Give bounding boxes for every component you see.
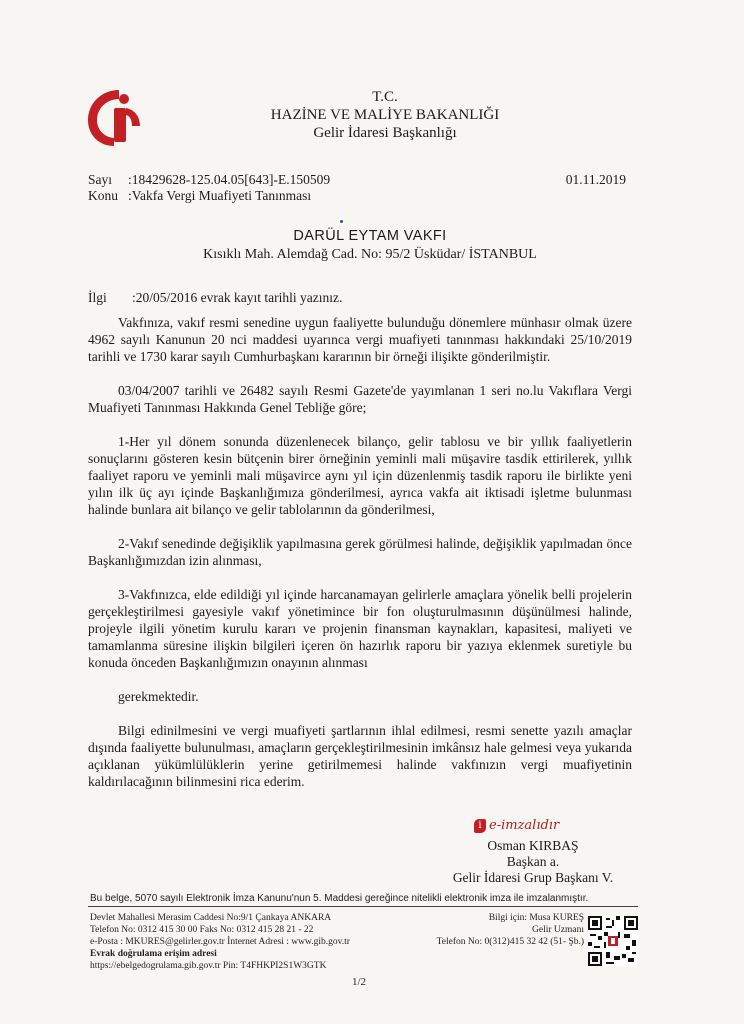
qr-code-icon xyxy=(588,916,638,966)
footer-address: Devlet Mahallesi Merasim Caddesi No:9/1 Çankaya ANKARA xyxy=(90,913,332,923)
konu-label: Konu xyxy=(88,188,118,203)
info-phone: Telefon No: 0(312)415 32 42 (51- Şb.) xyxy=(436,937,584,947)
signature-block xyxy=(438,838,628,886)
footer-divider xyxy=(88,906,638,907)
recipient-address: Kısıklı Mah. Alemdağ Cad. No: 95/2 Üsküdar/ İSTANBUL xyxy=(203,247,537,262)
document-date: 01.11.2019 xyxy=(565,172,626,187)
gib-logo-icon xyxy=(84,88,142,148)
sayi-value: :18429628-125.04.05[643]-E.150509 xyxy=(128,172,331,187)
footer-verify-url[interactable]: https://ebelgedogrulama.gib.gov.tr Pin: T4FHKPI2S1W3GTK xyxy=(90,961,327,971)
signer-name: Osman KIRBAŞ xyxy=(487,838,579,853)
body-paragraph: 1-Her yıl dönem sonunda düzenlenecek bilanço, gelir tablosu ve bir yıllık faaliyetlerin sonuçlarını gösteren kesin bütçenin birer örneğinin yeminli mali müşavire tasdik ettirilerek, yıllık faaliyet raporu ve yeminli mali müşavirce aynı yıl için düzenlenmiş tasdik raporu ile birlikte yeni yılın ilk üç ayı içinde Başkanlığımıza gönderilmesi, ayrıca vakfa ait iktisadi işletme bulunması halinde bunlara ait bilanço ve gelir tablolarının da gönderilmesi, xyxy=(88,434,632,517)
ilgi-label: İlgi xyxy=(88,290,107,305)
body-paragraph: 3-Vakfınızca, elde edildiği yıl içinde harcanamayan gelirlerle amaçlara yönelik belli projelerin gerçekleştirilmesi gayesiyle vakıf yönetimince bir fon oluşturulmasının düşünülmesi halinde, projeyle ilgili yönetim kurulu kararı ve projenin finansman kaynakları, kapasitesi, maliyeti ve tamamlanma süresine ilişkin bilgileri içeren ön hazırlık raporu bir yazıya eklenmek suretiyle bu konuda önceden Başkanlığımızın onayının alınması xyxy=(88,587,632,670)
e-signature-text: e-imzalıdır xyxy=(489,818,560,833)
letter-body xyxy=(88,314,632,807)
recipient-name: DARÜL EYTAM VAKFI xyxy=(293,228,447,244)
e-signature-stamp xyxy=(474,818,559,833)
signer-position: Gelir İdaresi Grup Başkanı V. xyxy=(452,870,614,885)
footer-info xyxy=(418,912,584,948)
body-paragraph: 2-Vakıf senedinde değişiklik yapılmasına gerek görülmesi halinde, değişiklik yapılmadan önce Başkanlığımızdan izin alınması, xyxy=(88,536,632,568)
sayi-label: Sayı xyxy=(88,172,113,187)
sayi-line xyxy=(88,172,330,188)
body-paragraph: 03/04/2007 tarihli ve 26482 sayılı Resmi Gazete'de yayımlanan 1 seri no.lu Vakıflara Vergi Muafiyeti Tanınması Hakkında Genel Tebliğe göre; xyxy=(88,383,632,415)
footer-contact xyxy=(90,912,390,972)
footer-email: e-Posta : MKURES@gelirler.gov.tr İnternet Adresi : www.gib.gov.tr xyxy=(90,937,350,947)
tc-label: T.C. xyxy=(372,89,398,105)
footer-phone: Telefon No: 0312 415 30 00 Faks No: 0312 415 28 21 - 22 xyxy=(90,925,314,935)
ilgi-line xyxy=(88,290,342,306)
ilgi-value: :20/05/2016 evrak kayıt tarihli yazınız. xyxy=(132,290,343,305)
gib-mini-logo-icon: i xyxy=(474,819,486,833)
signer-title: Başkan a. xyxy=(506,854,560,869)
body-paragraph: Bilgi edinilmesini ve vergi muafiyeti şartlarının ihlal edilmesi, resmi senette yazılı amaçlar dışında faaliyette bulunulması, amaçların gerçekleştirilmesinin imkânsız hale gelmesi veya yukarıda açıklanan yükümlülüklerin yerine getirilmemesi halinde vakfınızın vergi muafiyetinin kaldırılacağının bilinmesini rica ederim. xyxy=(88,723,632,789)
konu-value: :Vakfa Vergi Muafiyeti Tanınması xyxy=(128,188,312,203)
scan-dot xyxy=(340,220,343,223)
info-contact: Bilgi için: Musa KUREŞ xyxy=(488,913,584,923)
page-number: 1/2 xyxy=(352,976,367,988)
konu-line xyxy=(88,188,311,204)
letterhead xyxy=(230,88,540,142)
body-paragraph: Vakfınıza, vakıf resmi senedine uygun faaliyette bulunduğu dönemlere münhasır olmak üzere 4962 sayılı Kanunun 20 nci maddesi uyarınca vergi muafiyeti tanınması hakkındaki 25/10/2019 tarihli ve 1730 karar sayılı Cumhurbaşkanı kararının bir örneği ilişikte gönderilmiştir. xyxy=(88,315,632,364)
ministry-name: HAZİNE VE MALİYE BAKANLIĞI xyxy=(270,107,500,123)
recipient-block xyxy=(160,228,580,263)
e-signature-notice: Bu belge, 5070 sayılı Elektronik İmza Kanunu'nun 5. Maddesi gereğince nitelikli elektronik imza ile imzalanmıştır. xyxy=(90,893,589,904)
footer-verify-label: Evrak doğrulama erişim adresi xyxy=(90,949,217,959)
body-paragraph: gerekmektedir. xyxy=(118,689,199,704)
department-name: Gelir İdaresi Başkanlığı xyxy=(313,125,457,141)
info-title: Gelir Uzmanı xyxy=(532,925,584,935)
